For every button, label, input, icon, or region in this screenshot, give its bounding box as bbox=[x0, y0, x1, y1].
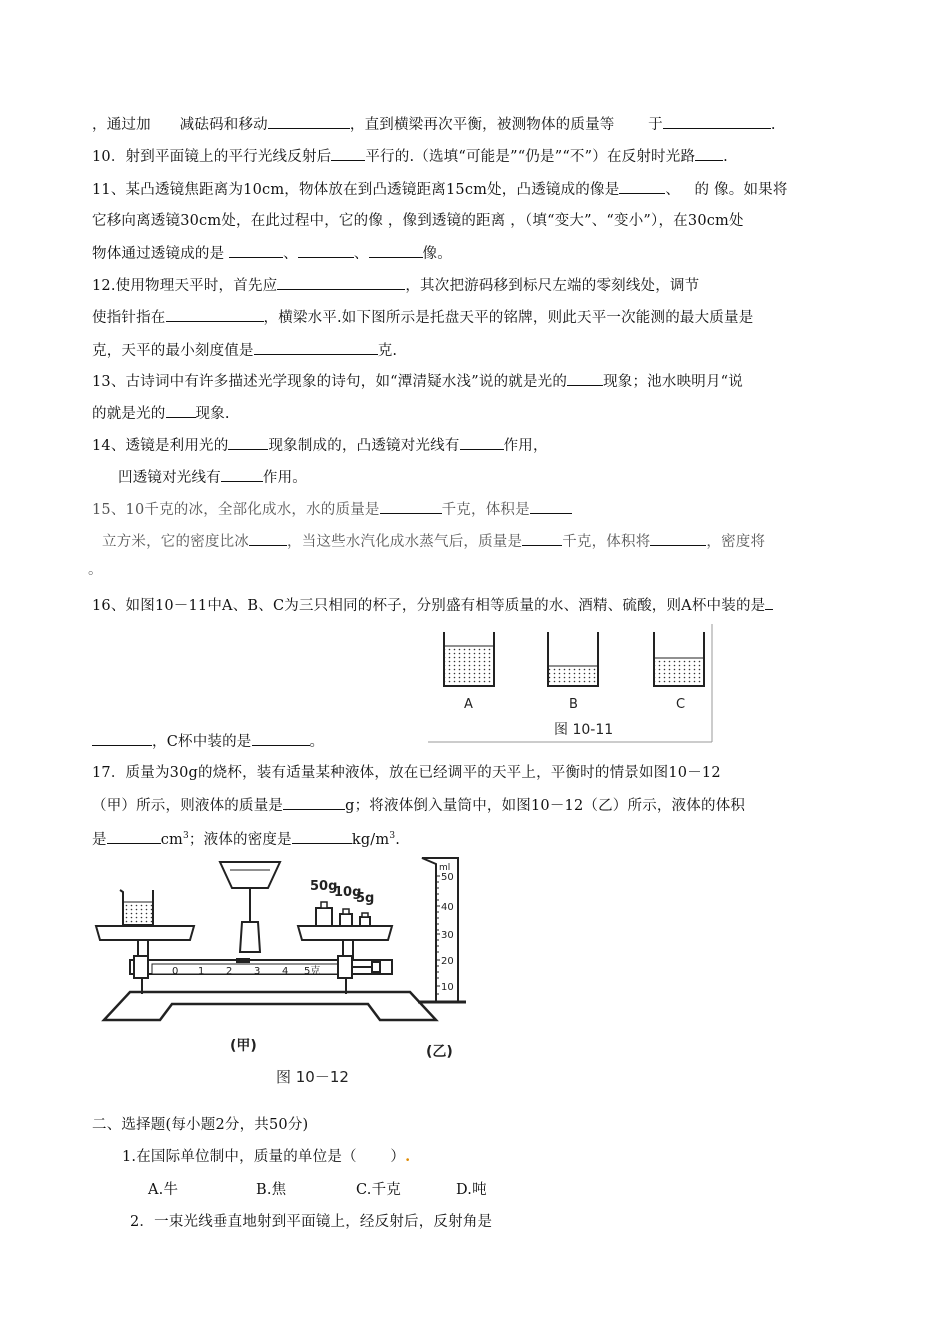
blank bbox=[166, 403, 196, 418]
pointer-dial bbox=[220, 862, 280, 952]
cup-a bbox=[444, 632, 494, 686]
choice-question-1-options bbox=[148, 1180, 487, 1200]
question-16-line-1: 16、如图10－11中A、B、C为三只相同的杯子，分别盛有相等质量的水、酒精、硫酸，则A杯中装的是 bbox=[92, 595, 773, 616]
weight-5g bbox=[360, 913, 370, 926]
section-heading-choice: 二、选择题(每小题2分，共50分) bbox=[92, 1117, 309, 1133]
cup-c bbox=[654, 632, 704, 686]
figure-10-12 bbox=[90, 852, 490, 1094]
figure-caption: 图 10-11 bbox=[554, 722, 614, 738]
question-17-line-2: （甲）所示，则液体的质量是 g；将液体倒入量筒中，如图10－12（乙）所示，液体的体积 bbox=[92, 795, 745, 816]
question-11-line-2: 它移向离透镜30cm处，在此过程中，它的像 ，像到透镜的距离 ，（填“变大”、“变小”），在30cm处 bbox=[92, 213, 744, 229]
weight-label-10g: 10g bbox=[334, 885, 362, 900]
option-d: D.吨 bbox=[456, 1182, 487, 1198]
blank bbox=[331, 146, 365, 161]
cup-label-c: C bbox=[676, 697, 686, 712]
question-14-line-1: 14、透镜是利用光的 现象制成的，凸透镜对光线有 作用， bbox=[92, 435, 548, 456]
cup-label-b: B bbox=[569, 697, 578, 712]
blank bbox=[268, 114, 350, 129]
scale-label-0: 0 bbox=[172, 966, 179, 977]
blank bbox=[619, 179, 665, 194]
question-16-line-2: ，C杯中装的是 。 bbox=[92, 731, 324, 752]
question-13-line-1: 13、古诗词中有许多描述光学现象的诗句，如“潭清疑水浅”说的就是光的 现象；池水映明月“说 bbox=[92, 371, 743, 392]
blank bbox=[228, 435, 268, 450]
text-line-continuation: ，通过加 减砝码和移动 ，直到横梁再次平衡，被测物体的质量等 于 . bbox=[92, 114, 776, 135]
blank bbox=[229, 243, 283, 258]
blank bbox=[254, 340, 378, 355]
cylinder-tick-50: 50 bbox=[441, 872, 454, 883]
right-pan bbox=[298, 879, 392, 962]
weight-10g bbox=[340, 909, 352, 926]
blank bbox=[92, 731, 152, 746]
question-12-line-2: 使指针指在 ，横梁水平.如下图所示是托盘天平的铭牌，则此天平一次能测的最大质量是 bbox=[92, 307, 753, 328]
question-13-line-2: 的就是光的 现象. bbox=[92, 403, 230, 424]
blank bbox=[277, 275, 405, 290]
figure-caption: 图 10－12 bbox=[276, 1068, 349, 1086]
blank bbox=[249, 531, 287, 546]
blank bbox=[765, 595, 773, 610]
blank bbox=[369, 243, 423, 258]
question-12-line-3: 克，天平的最小刻度值是 克. bbox=[92, 340, 397, 361]
balance-base bbox=[104, 992, 436, 1020]
figure-label-yi: (乙) bbox=[426, 1044, 453, 1060]
cup-label-a: A bbox=[464, 697, 473, 712]
blank bbox=[530, 499, 572, 514]
blank bbox=[292, 829, 352, 844]
question-14-line-2: 凹透镜对光线有 作用。 bbox=[118, 467, 307, 488]
question-17-line-3: 是 $cm^3$；液体的密度是 $kg/m^3$. bbox=[92, 826, 400, 850]
choice-question-1: 1.在国际单位制中，质量的单位是（ ）. bbox=[122, 1148, 411, 1165]
blank bbox=[166, 307, 264, 322]
left-pan bbox=[96, 890, 194, 962]
question-10: 10．射到平面镜上的平行光线反射后 平行的.（选填“可能是”“仍是”“不”）在反射时光路 . bbox=[92, 146, 728, 167]
blank bbox=[460, 435, 504, 450]
blank bbox=[663, 114, 771, 129]
blank bbox=[221, 467, 263, 482]
option-b: B.焦 bbox=[256, 1182, 287, 1198]
cylinder-unit: ml bbox=[439, 863, 451, 873]
question-15-line-2: 立方米，它的密度比冰 ，当这些水汽化成水蒸气后，质量是 千克，体积将 ，密度将 bbox=[102, 531, 765, 552]
blank bbox=[252, 731, 310, 746]
cylinder-tick-20: 20 bbox=[441, 956, 454, 967]
cup-b bbox=[548, 632, 598, 686]
blank bbox=[298, 243, 354, 258]
question-11-line-3: 物体通过透镜成的是 、 、 像。 bbox=[92, 243, 452, 264]
scale-label-1: 1 bbox=[198, 966, 205, 977]
blank bbox=[567, 371, 603, 386]
scale-label-2: 2 bbox=[226, 966, 233, 977]
question-12-line-1: 12.使用物理天平时，首先应 ，其次把游码移到标尺左端的零刻线处，调节 bbox=[92, 275, 699, 296]
beam-scale bbox=[130, 956, 392, 994]
blank bbox=[695, 146, 723, 161]
option-c: C.千克 bbox=[356, 1182, 401, 1198]
blank bbox=[650, 531, 706, 546]
option-a: A.牛 bbox=[148, 1182, 179, 1198]
cylinder-tick-30: 30 bbox=[441, 930, 454, 941]
figure-label-jia: (甲) bbox=[230, 1038, 257, 1054]
cylinder-tick-10: 10 bbox=[441, 982, 454, 993]
question-15-line-1: 15、10千克的冰，全部化成水，水的质量是 千克，体积是 bbox=[92, 499, 572, 520]
blank bbox=[380, 499, 442, 514]
scale-label-3: 3 bbox=[254, 966, 261, 977]
blank bbox=[107, 829, 161, 844]
choice-question-2: 2．一束光线垂直地射到平面镜上，经反射后，反射角是 bbox=[130, 1214, 493, 1230]
scale-label-5: 5克 bbox=[304, 966, 321, 977]
cylinder-tick-40: 40 bbox=[441, 902, 454, 913]
figure-10-11 bbox=[428, 620, 714, 744]
question-17-line-1: 17．质量为30g的烧杯，装有适量某种液体，放在已经调平的天平上，平衡时的情景如图10－12 bbox=[92, 765, 721, 781]
blank bbox=[522, 531, 562, 546]
blank bbox=[283, 795, 345, 810]
weight-50g bbox=[316, 902, 332, 926]
measuring-cylinder bbox=[418, 858, 466, 1002]
weight-label-5g: 5g bbox=[356, 891, 375, 906]
scale-label-4: 4 bbox=[282, 966, 289, 977]
weight-label-50g: 50g bbox=[310, 879, 338, 894]
question-15-line-3: 。 bbox=[88, 562, 103, 578]
question-11-line-1: 11、某凸透镜焦距离为10cm，物体放在到凸透镜距离15cm处，凸透镜成的像是 、 的 像。如果将 bbox=[92, 179, 788, 200]
